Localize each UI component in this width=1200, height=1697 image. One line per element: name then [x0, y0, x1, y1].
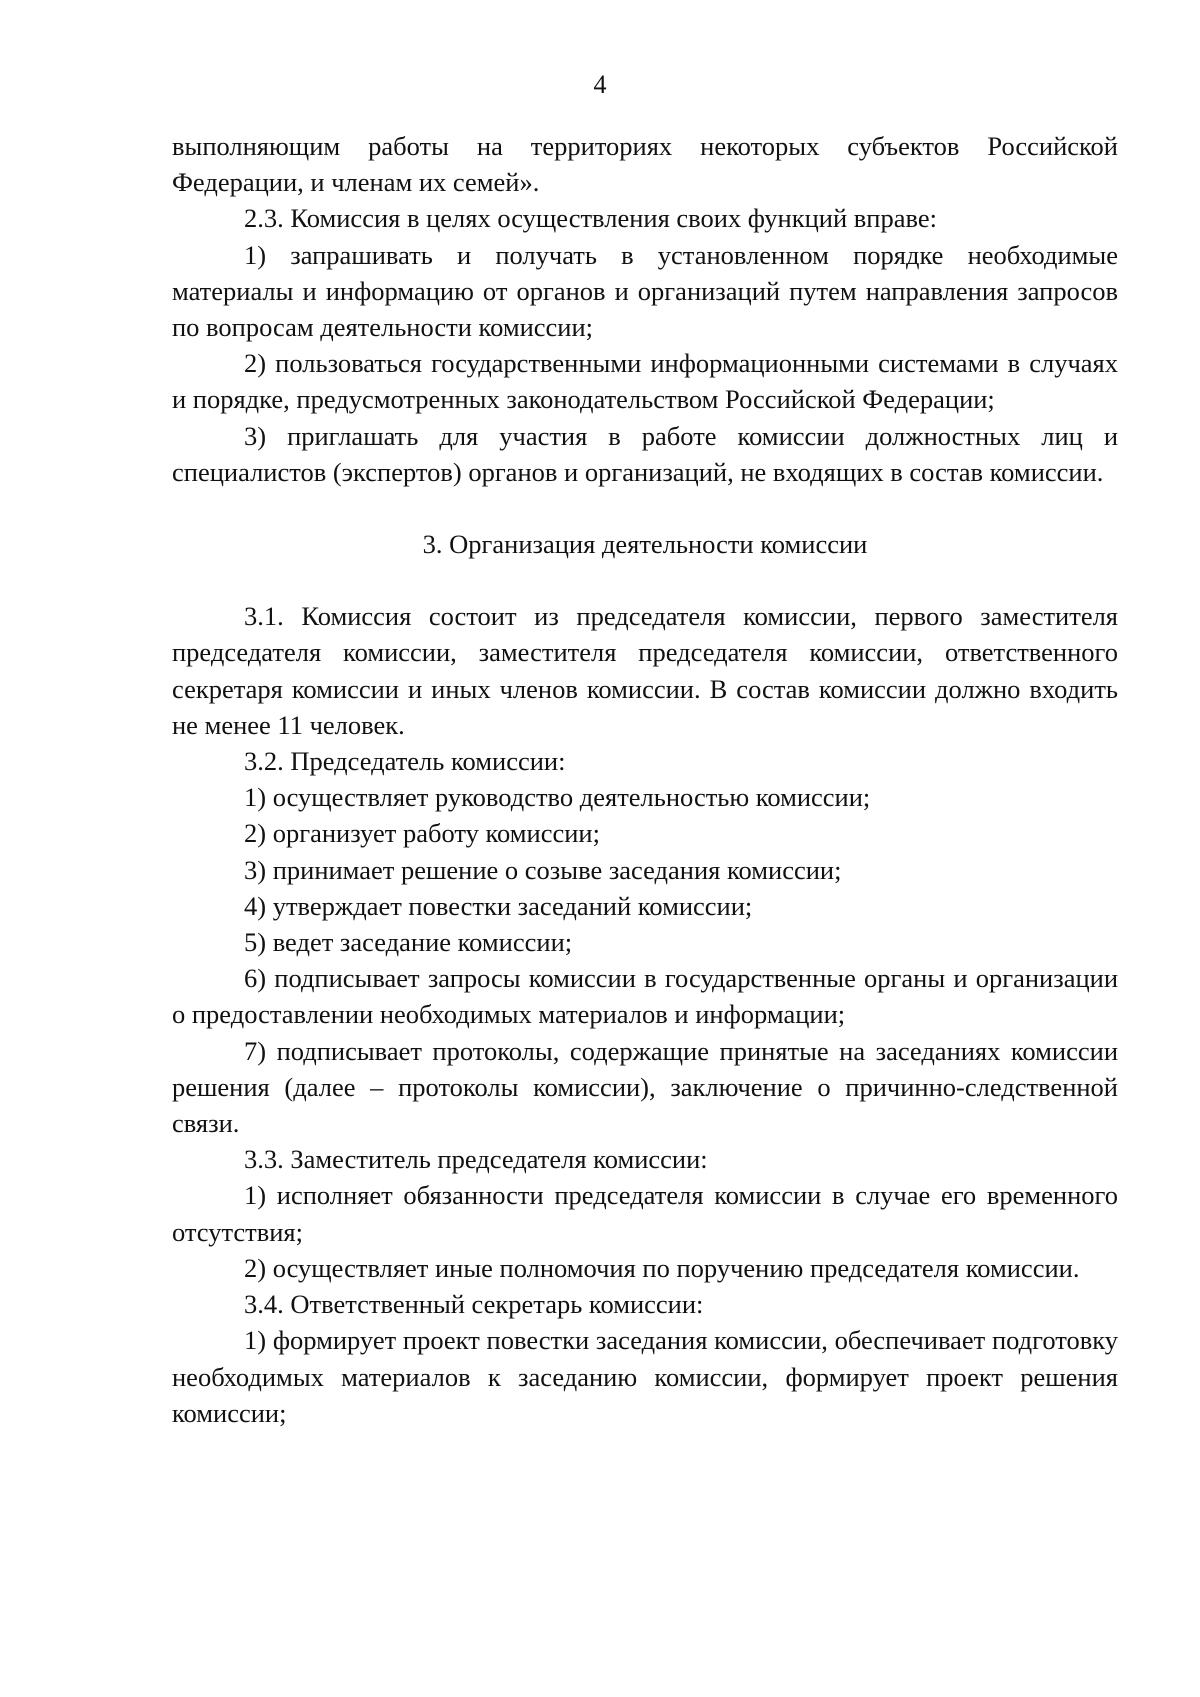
paragraph: 7) подписывает протоколы, содержащие принятые на заседаниях комиссии решения (далее – протоколы комиссии), заключение о причинно-следственной связи. — [172, 1035, 1118, 1139]
paragraph: 3.4. Ответственный секретарь комиссии: — [244, 1289, 704, 1320]
paragraph-group-2 — [172, 598, 1118, 1431]
paragraph: 3.3. Заместитель председателя комиссии: — [244, 1144, 708, 1175]
paragraph: 2) пользоваться государственными информационными системами в случаях и порядке, предусмотренных законодательством Российской Федерации; — [172, 348, 1118, 415]
paragraph: 3.1. Комиссия состоит из председателя комиссии, первого заместителя председателя комиссии, заместителя председателя комиссии, ответственного секретаря комиссии и иных членов комиссии. В состав комиссии должно входить не менее 11 человек. — [172, 601, 1118, 740]
paragraph: 2.3. Комиссия в целях осуществления своих функций вправе: — [244, 203, 937, 234]
paragraph: 1) формирует проект повестки заседания комиссии, обеспечивает подготовку необходимых материалов к заседанию комиссии, формирует проект решения комиссии; — [172, 1325, 1118, 1428]
paragraph: 2) организует работу комиссии; — [244, 818, 600, 849]
paragraph: 3) принимает решение о созыве заседания комиссии; — [244, 854, 842, 885]
section-heading: 3. Организация деятельности комиссии — [422, 529, 868, 560]
paragraph: 6) подписывает запросы комиссии в государственные органы и организации о предоставлении необходимых материалов и информации; — [172, 963, 1118, 1030]
paragraph: 1) осуществляет руководство деятельностью комиссии; — [244, 782, 871, 813]
document-body — [172, 128, 1118, 1431]
paragraph: выполняющим работы на территориях некоторых субъектов Российской Федерации, и членам их семей». — [172, 131, 1118, 198]
paragraph: 3.2. Председатель комиссии: — [244, 746, 566, 777]
paragraph-group-1 — [172, 128, 1118, 490]
paragraph: 5) ведет заседание комиссии; — [244, 927, 573, 958]
paragraph: 1) исполняет обязанности председателя комиссии в случае его временного отсутствия; — [172, 1180, 1118, 1247]
paragraph: 4) утверждает повестки заседаний комиссии; — [244, 890, 753, 921]
paragraph: 3) приглашать для участия в работе комиссии должностных лиц и специалистов (экспертов) органов и организаций, не входящих в состав комиссии. — [172, 420, 1118, 487]
page-number: 4 — [593, 70, 607, 99]
paragraph: 2) осуществляет иные полномочия по поручению председателя комиссии. — [244, 1252, 1080, 1283]
paragraph: 1) запрашивать и получать в установленном порядке необходимые материалы и информацию от органов и организаций путем направления запросов по вопросам деятельности комиссии; — [172, 239, 1118, 343]
